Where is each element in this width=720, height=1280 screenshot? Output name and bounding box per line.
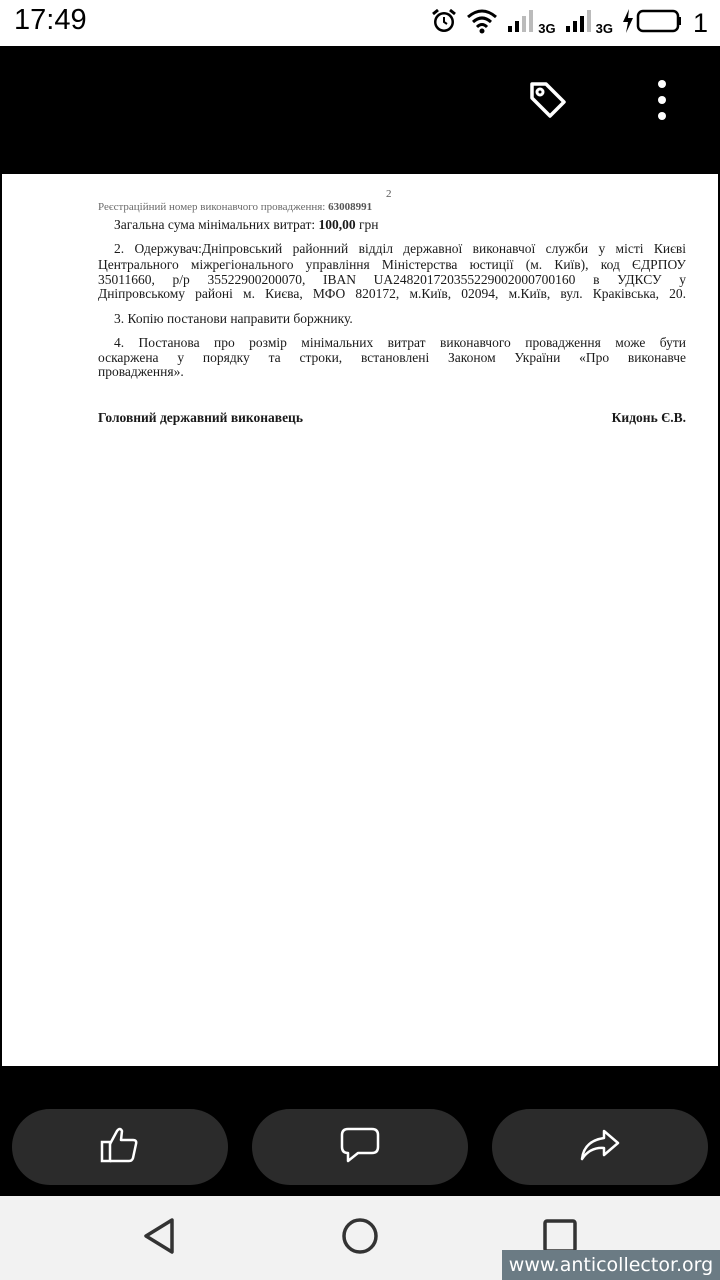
share-icon (578, 1123, 622, 1171)
status-bar (0, 0, 720, 46)
action-bar (0, 1066, 720, 1196)
status-icons (422, 0, 708, 46)
signal-icon (564, 8, 594, 38)
thumbs-up-icon (98, 1123, 142, 1171)
home-button[interactable] (338, 1216, 382, 1260)
paragraph-2-line-2: Центрального міжрегіонального управління Міністерства юстиції (м. Київ), код ЄДРПОУ (98, 257, 686, 272)
share-button[interactable] (492, 1109, 708, 1185)
status-time: 17:49 (14, 4, 87, 36)
like-button[interactable] (12, 1109, 228, 1185)
wifi-icon (466, 7, 498, 39)
more-options-button[interactable] (644, 76, 680, 124)
back-button[interactable] (138, 1216, 182, 1260)
paragraph-4-line-3: провадження». (98, 364, 184, 379)
signature-title: Головний державний виконавець (98, 410, 303, 425)
signature-name: Кидонь Є.В. (611, 410, 686, 425)
home-icon (340, 1216, 380, 1260)
battery-charging-icon (621, 7, 683, 39)
paragraph-2-line-4: Дніпровському районі м. Києва, МФО 820172, м.Київ, 02094, м.Київ, вул. Краківська, 20. (98, 286, 686, 301)
paragraph-2-line-3: 35011660, р/р 35522900200070, IBAN UA248201720355229002000700160 в УДКСУ у (98, 272, 686, 287)
total-amount: 100,00 (318, 217, 356, 232)
more-vert-icon (644, 109, 680, 128)
paragraph-4-line-2: оскаржена у порядку та строки, встановлені Законом України «Про виконавче (98, 350, 686, 365)
registration-number: 63008991 (328, 201, 373, 213)
total-currency: грн (358, 217, 379, 232)
alarm-clock-icon (430, 7, 458, 39)
top-app-bar (0, 46, 720, 174)
document-page (2, 174, 718, 1066)
paragraph-2-line-1: 2. Одержувач:Дніпровський районний відділ державної виконавчої служби у місті Києві (114, 241, 686, 256)
total-label: Загальна сума мінімальних витрат: (114, 217, 316, 232)
registration-line (98, 201, 372, 213)
tag-icon (524, 109, 572, 128)
total-line (114, 217, 379, 233)
battery-percent: 1 (692, 7, 708, 38)
comment-button[interactable] (252, 1109, 468, 1185)
signal-icon (506, 8, 536, 38)
page-number: 2 (386, 188, 392, 200)
paragraph-4-line-1: 4. Постанова про розмір мінімальних витрат виконавчого провадження може бути (114, 335, 686, 350)
paragraph-3: 3. Копію постанови направити боржнику. (114, 311, 353, 326)
back-icon (140, 1216, 180, 1260)
registration-label: Реєстраційний номер виконавчого провадження: (98, 201, 326, 213)
comment-icon (338, 1123, 382, 1171)
tag-button[interactable] (524, 76, 572, 124)
watermark: www.anticollector.org (502, 1250, 720, 1280)
network-type-2: 3G (595, 20, 613, 36)
network-type-1: 3G (538, 20, 556, 36)
